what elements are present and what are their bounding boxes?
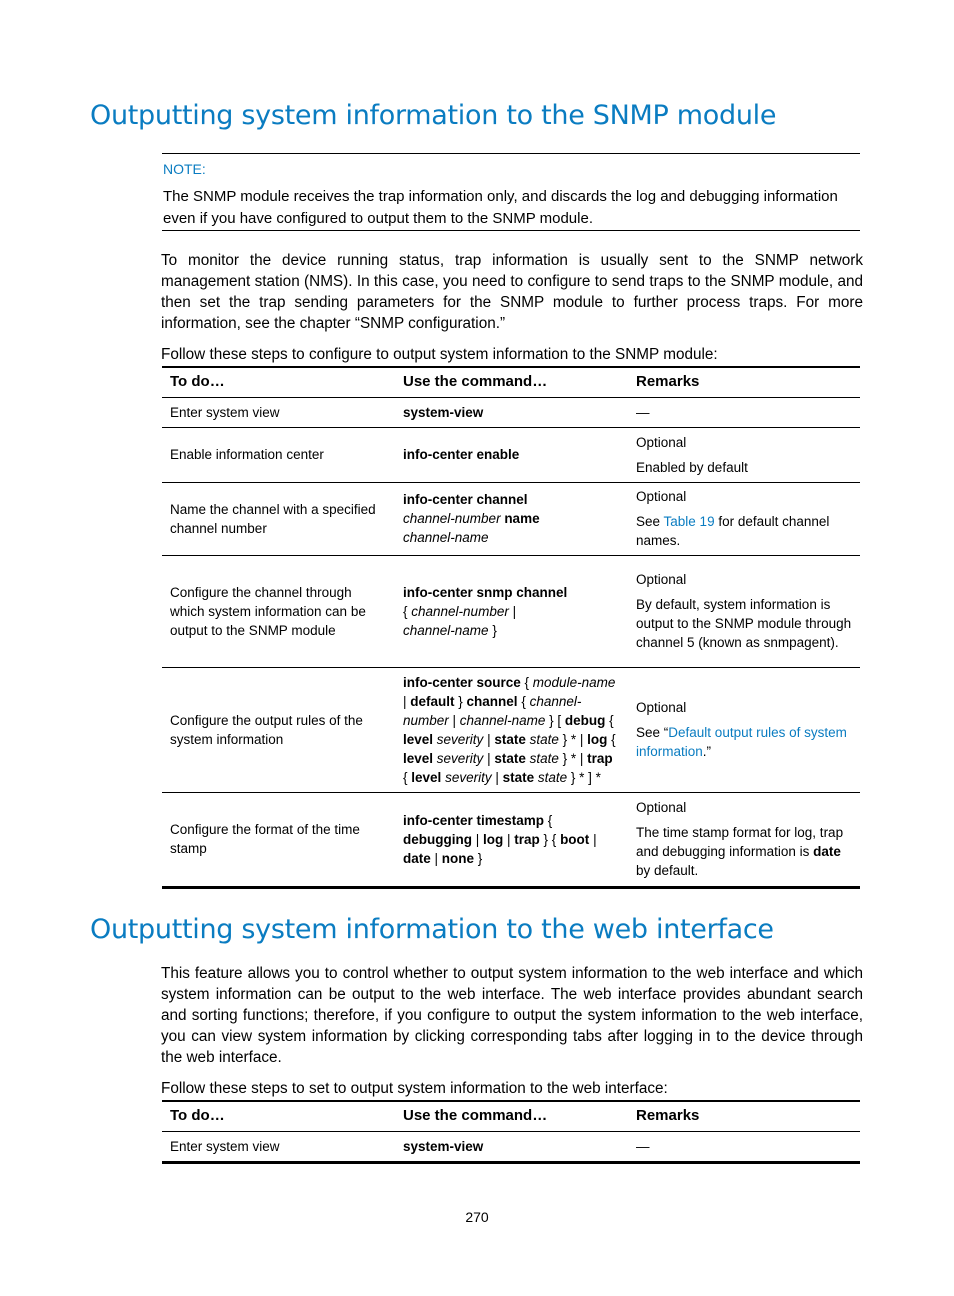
note-bottom-rule bbox=[162, 230, 860, 231]
steps-intro-web: Follow these steps to set to output system information to the web interface: bbox=[161, 1080, 668, 1097]
table-row bbox=[162, 482, 860, 555]
table-row bbox=[162, 667, 860, 792]
section-title-web: Outputting system information to the web interface bbox=[90, 914, 774, 945]
page-number: 270 bbox=[465, 1209, 489, 1225]
table-row bbox=[162, 427, 860, 482]
cell-todo: Configure the format of the time stamp bbox=[170, 822, 360, 856]
cell-todo: Configure the output rules of the system information bbox=[170, 712, 363, 747]
header-command: Use the command… bbox=[403, 1107, 548, 1124]
cell-remarks: Optional See Table 19 for default channel names. bbox=[636, 489, 830, 548]
table-row bbox=[162, 792, 860, 887]
table-row bbox=[162, 1131, 860, 1162]
cell-remarks: — bbox=[636, 1138, 650, 1154]
intro-paragraph-web: This feature allows you to control whether to output system information to the web interface and which system information can be output to the web interface. The web interface provides abundant search and sorting functions; therefore, if you configure to output the system information to the web interface, you can view system information by clicking corresponding tabs after logging in to the device through the web interface. bbox=[161, 965, 863, 1066]
header-todo: To do… bbox=[170, 373, 225, 390]
cell-remarks: Optional By default, system information is output to the SNMP module through channel 5 (known as snmpagent). bbox=[636, 572, 852, 650]
steps-intro-snmp: Follow these steps to configure to output system information to the SNMP module: bbox=[161, 346, 718, 363]
cell-todo: Enter system view bbox=[170, 404, 280, 420]
cell-command: info-center snmp channel { channel-number | channel-name } bbox=[403, 584, 568, 638]
cell-command: system-view bbox=[403, 404, 484, 420]
section-title-snmp: Outputting system information to the SNMP module bbox=[90, 100, 777, 131]
cell-remarks: Optional See “Default output rules of system information.” bbox=[636, 700, 847, 759]
cell-command: info-center timestamp { debugging | log | trap } { boot | date | none } bbox=[403, 812, 597, 866]
command-table-web bbox=[162, 1100, 860, 1164]
cell-remarks: Optional Enabled by default bbox=[636, 434, 748, 475]
cell-todo: Name the channel with a specified channel number bbox=[170, 501, 376, 536]
cell-todo: Enter system view bbox=[170, 1138, 280, 1154]
table-row bbox=[162, 555, 860, 667]
note-text: The SNMP module receives the trap information only, and discards the log and debugging information even if you have configured to output them to the SNMP module. bbox=[163, 188, 838, 227]
note-top-rule bbox=[162, 153, 860, 154]
header-todo: To do… bbox=[170, 1107, 225, 1124]
cell-remarks: — bbox=[636, 404, 650, 420]
header-remarks: Remarks bbox=[636, 373, 700, 390]
cell-remarks: Optional The time stamp format for log, trap and debugging information is date by default. bbox=[636, 800, 844, 878]
cell-command: system-view bbox=[403, 1138, 484, 1154]
cross-reference-link[interactable]: Default output rules of system information bbox=[636, 725, 847, 759]
cell-command: info-center channel channel-number name channel-name bbox=[403, 492, 540, 545]
intro-paragraph-snmp: To monitor the device running status, trap information is usually sent to the SNMP network management station (NMS). In this case, you need to configure to send traps to the SNMP module, and then set the trap sending parameters for the SNMP module to further process traps. For more information, see the chapter “SNMP configuration.” bbox=[161, 252, 863, 332]
command-table-snmp bbox=[162, 366, 860, 889]
cell-todo: Enable information center bbox=[170, 447, 324, 462]
table-row bbox=[162, 397, 860, 427]
header-remarks: Remarks bbox=[636, 1107, 700, 1124]
header-command: Use the command… bbox=[403, 373, 548, 390]
note-label: NOTE: bbox=[163, 161, 206, 177]
cell-command: info-center enable bbox=[403, 447, 520, 462]
cell-todo: Configure the channel through which system information can be output to the SNMP module bbox=[170, 584, 366, 638]
cell-command: info-center source { module-name | default } channel { channel-number | channel-name } [ debug { level severity | state state } * | log { level severity | state state } * | trap { level severity | state state } * ] * bbox=[403, 674, 616, 785]
cross-reference-link[interactable]: Table 19 bbox=[663, 514, 715, 529]
